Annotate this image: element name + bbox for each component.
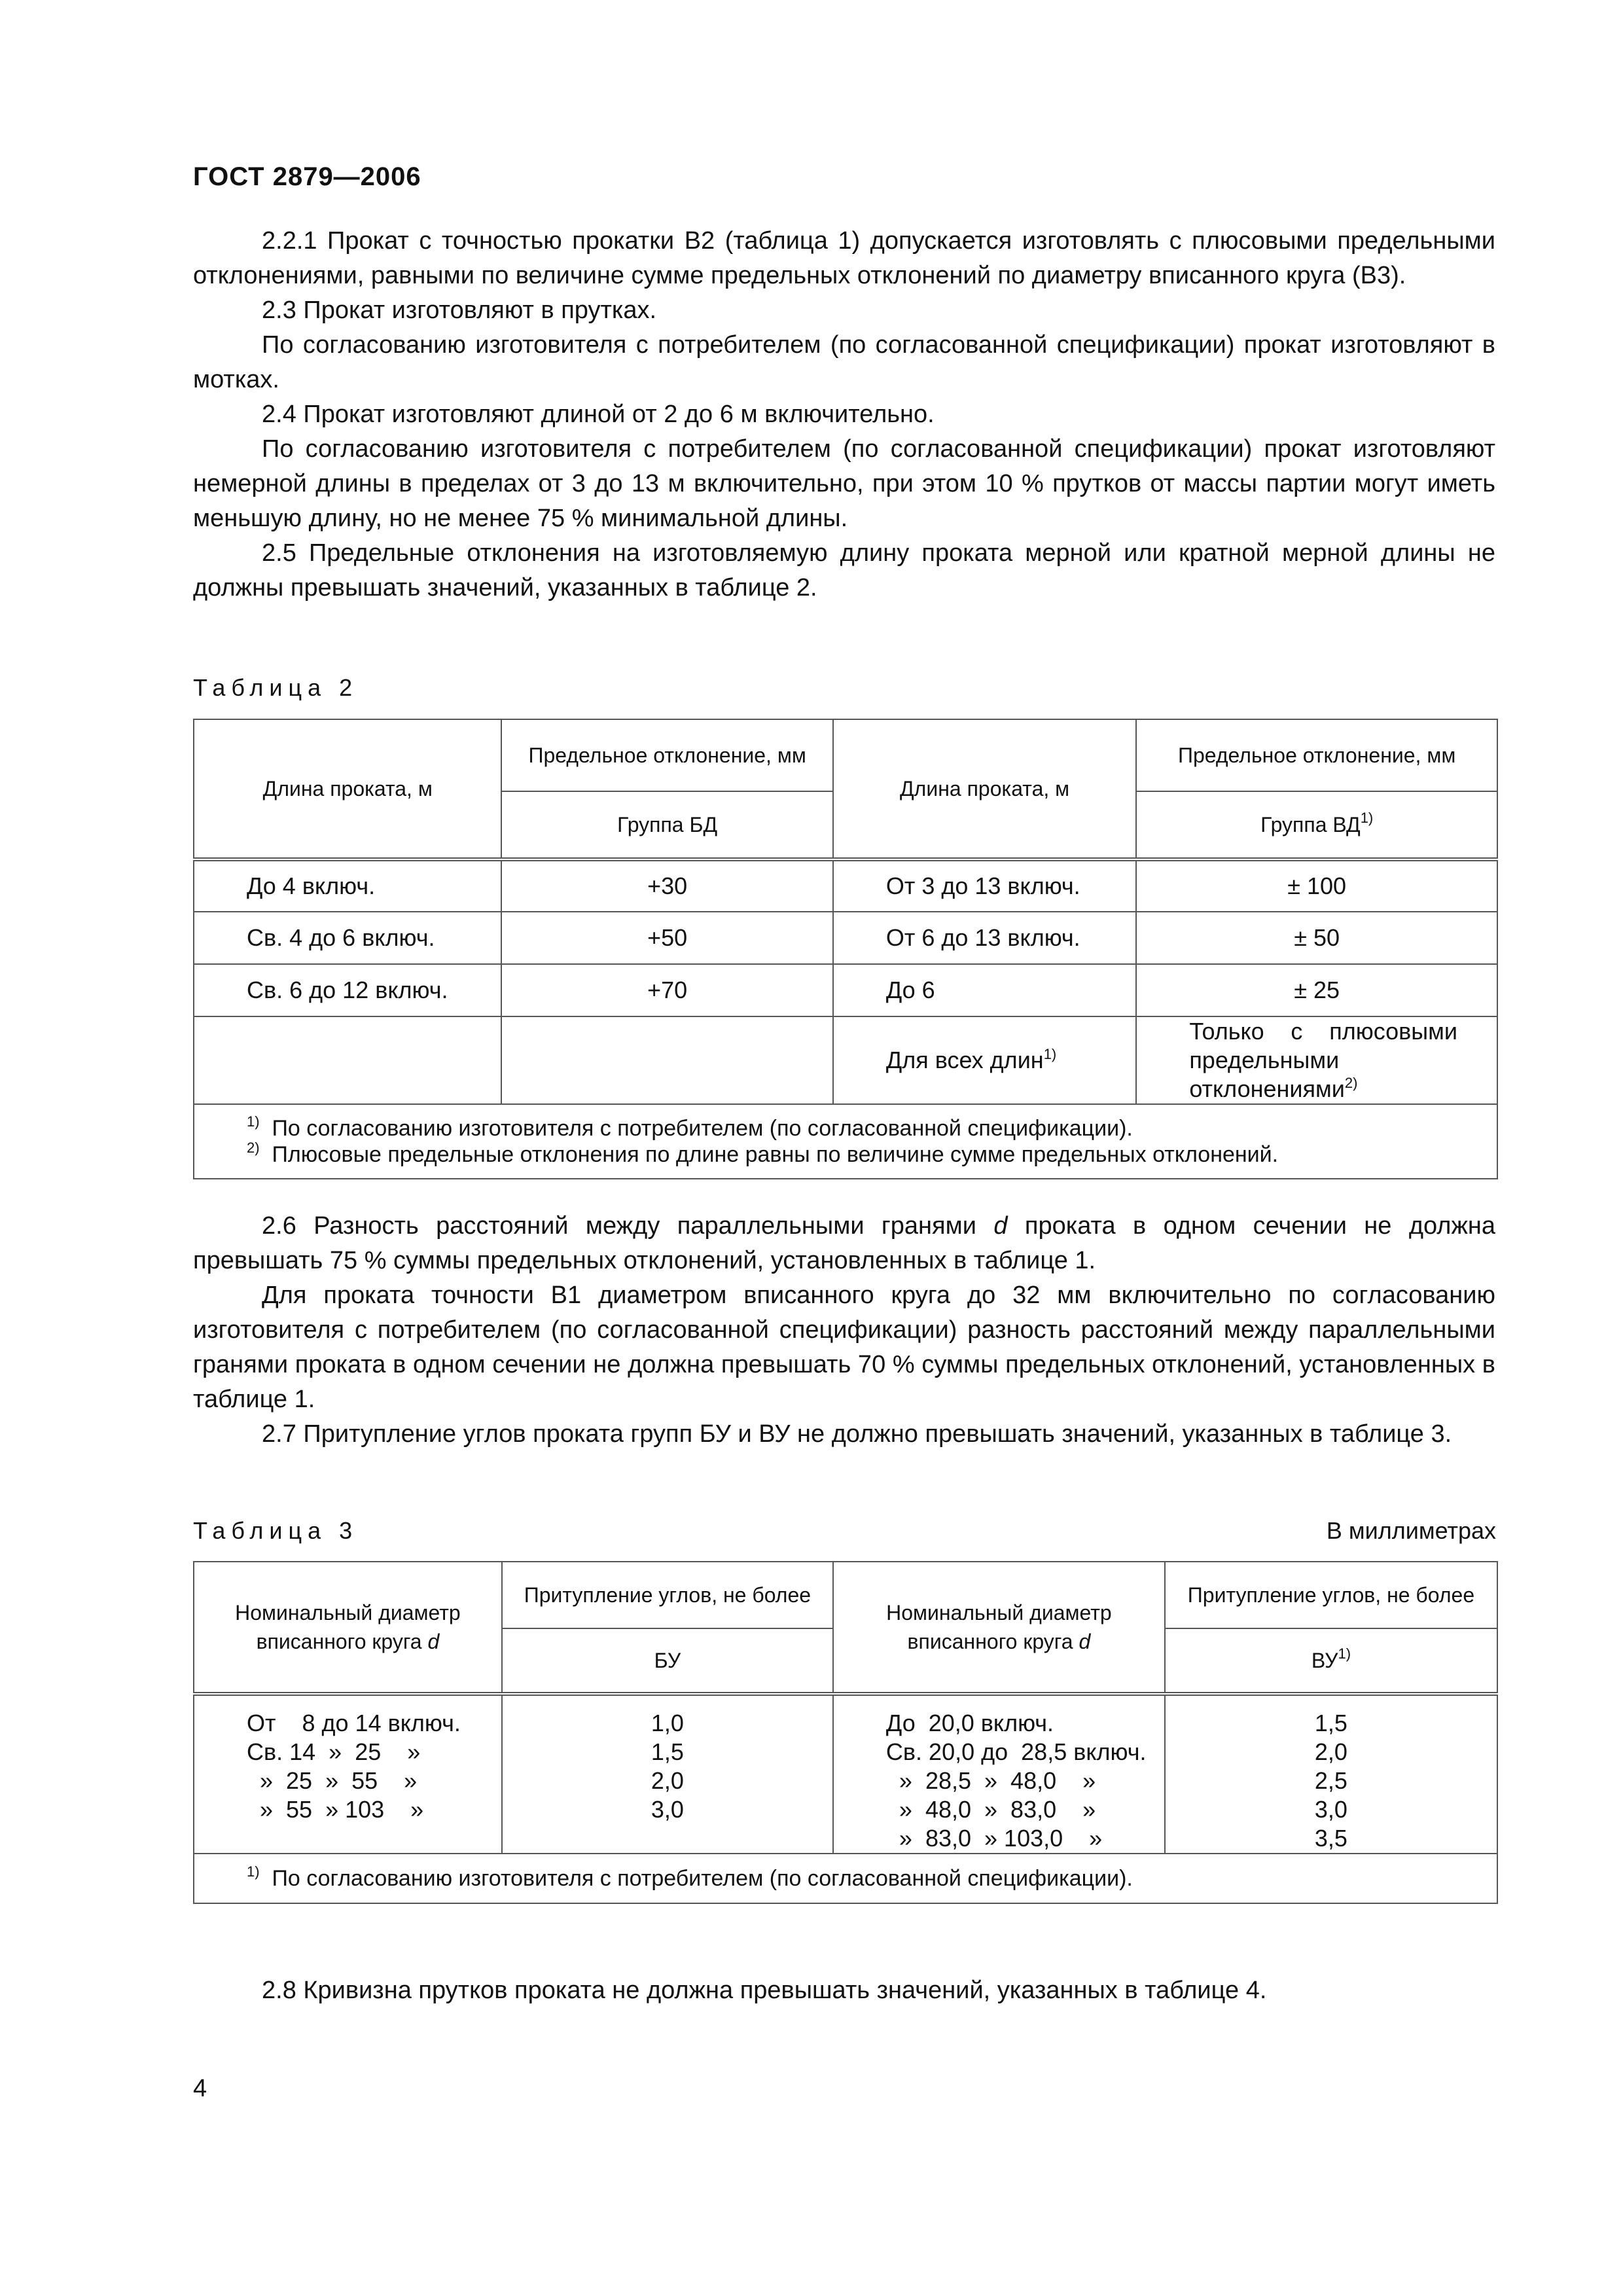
section-paragraph-bottom — [193, 1973, 1495, 2008]
table-cell: +30 — [501, 859, 832, 912]
t2-subheader-vd: Группа ВД$^{1)}$ — [1136, 791, 1497, 859]
section-paragraphs-top — [193, 224, 1495, 605]
table2-footnotes — [194, 1104, 1497, 1179]
table-cell: Для всех длин$^{1)}$ — [833, 1016, 1136, 1104]
paragraph-2-2-1: 2.2.1 Прокат с точностью прокатки В2 (таблица 1) допускается изготовлять с плюсовыми предельными отклонениями, равными по величине сумме предельных отклонений по диаметру вписанного круга (В3). — [193, 227, 1495, 289]
table-cell — [833, 1694, 1165, 1854]
paragraph-2-8: 2.8 Кривизна прутков проката не должна превышать значений, указанных в таблице 4. — [262, 1977, 1267, 2004]
table-cell: До 6 — [833, 964, 1136, 1016]
paragraph-2-6: 2.6 Разность расстояний между параллельными гранями d проката в одном сечении не должна превышать 75 % суммы предельных отклонений, установленных в таблице 1. — [193, 1212, 1496, 1274]
footnote-2: $^{2)}$ Плюсовые предельные отклонения по длине равны по величине сумме предельных отклонений. — [247, 1139, 1279, 1167]
table-cell — [1165, 1694, 1497, 1854]
t2-header-length-1: Длина проката, м — [194, 719, 501, 859]
table-cell: Св. 4 до 6 включ. — [194, 912, 501, 964]
table-cell — [194, 1016, 501, 1104]
blunting-values-vu: 1,5 2,0 2,5 3,0 3,5 — [1314, 1710, 1347, 1852]
table3-footnotes — [194, 1854, 1497, 1903]
table-cell: Св. 6 до 12 включ. — [194, 964, 501, 1016]
table-cell — [502, 1694, 833, 1854]
t2-header-length-2: Длина проката, м — [833, 719, 1136, 859]
diameter-ranges-left: От 8 до 14 включ. Св. 14 » 25 » » 25 » 55 » » 55 » 103 » — [247, 1710, 461, 1823]
table3-caption: Таблица 3 — [193, 1517, 359, 1544]
t2-header-deviation-1: Предельное отклонение, мм — [501, 719, 832, 791]
t3-header-blunting-1: Притупление углов, не более — [502, 1562, 833, 1628]
diameter-ranges-right: До 20,0 включ. Св. 20,0 до 28,5 включ. » 28,5 » 48,0 » » 48,0 » 83,0 » » 83,0 » 103,0 » — [885, 1710, 1147, 1852]
table-row — [194, 1016, 1497, 1104]
table-cell: +50 — [501, 912, 832, 964]
t3-header-diameter-1: Номинальный диаметр вписанного круга d — [194, 1562, 502, 1694]
paragraph-2-3b: По согласованию изготовителя с потребителем (по согласованной спецификации) прокат изготовляют в мотках. — [193, 331, 1495, 393]
table-row — [194, 964, 1497, 1016]
paragraph-2-6b: Для проката точности В1 диаметром вписанного круга до 32 мм включительно по согласованию изготовителя с потребителем (по согласованной спецификации) разность расстояний между параллельными гранями проката в одном сечении не должна превышать 70 % суммы предельных отклонений, установленных в таблице 1. — [193, 1282, 1495, 1413]
t2-subheader-bd: Группа БД — [501, 791, 832, 859]
document-header: ГОСТ 2879—2006 — [193, 162, 421, 191]
paragraph-2-7: 2.7 Притупление углов проката групп БУ и ВУ не должно превышать значений, указанных в таблице 3. — [262, 1420, 1452, 1448]
t3-subheader-vu: ВУ$^{1)}$ — [1165, 1628, 1497, 1694]
table-cell: +70 — [501, 964, 832, 1016]
table-row — [194, 1694, 1497, 1854]
table-cell: ± 100 — [1136, 859, 1497, 912]
table-cell: От 6 до 13 включ. — [833, 912, 1136, 964]
table-cell: От 3 до 13 включ. — [833, 859, 1136, 912]
table3-units: В миллиметрах — [1326, 1517, 1496, 1544]
table-cell: ± 25 — [1136, 964, 1497, 1016]
t3-subheader-bu: БУ — [502, 1628, 833, 1694]
table-cell: Только с плюсовыми предельными отклонениями$^{2)}$ — [1136, 1016, 1497, 1104]
table-row — [194, 859, 1497, 912]
table-3 — [193, 1561, 1498, 1904]
paragraph-2-3: 2.3 Прокат изготовляют в прутках. — [262, 296, 657, 324]
table2-caption: Таблица 2 — [193, 674, 359, 701]
paragraph-2-4: 2.4 Прокат изготовляют длиной от 2 до 6 м включительно. — [262, 401, 935, 428]
table-cell — [194, 1694, 502, 1854]
footnote-1: $^{1)}$ По согласованию изготовителя с потребителем (по согласованной спецификации). — [247, 1113, 1133, 1141]
t3-header-diameter-2: Номинальный диаметр вписанного круга d — [833, 1562, 1165, 1694]
table-row — [194, 912, 1497, 964]
footnote-1: $^{1)}$ По согласованию изготовителя с потребителем (по согласованной спецификации). — [247, 1863, 1133, 1891]
section-paragraphs-mid — [193, 1209, 1495, 1452]
paragraph-2-5: 2.5 Предельные отклонения на изготовляемую длину проката мерной или кратной мерной длины не должны превышать значений, указанных в таблице 2. — [193, 539, 1495, 601]
table-2 — [193, 719, 1498, 1179]
table-notes-row — [194, 1854, 1497, 1903]
t3-header-blunting-2: Притупление углов, не более — [1165, 1562, 1497, 1628]
table-cell: ± 50 — [1136, 912, 1497, 964]
t2-header-deviation-2: Предельное отклонение, мм — [1136, 719, 1497, 791]
table-cell: До 4 включ. — [194, 859, 501, 912]
table-notes-row — [194, 1104, 1497, 1179]
paragraph-2-4b: По согласованию изготовителя с потребителем (по согласованной спецификации) прокат изготовляют немерной длины в пределах от 3 до 13 м включительно, при этом 10 % прутков от массы партии могут иметь меньшую длину, но не менее 75 % минимальной длины. — [193, 435, 1495, 532]
blunting-values-bu: 1,0 1,5 2,0 3,0 — [651, 1710, 684, 1823]
table-cell — [501, 1016, 832, 1104]
page-number: 4 — [193, 2075, 207, 2102]
